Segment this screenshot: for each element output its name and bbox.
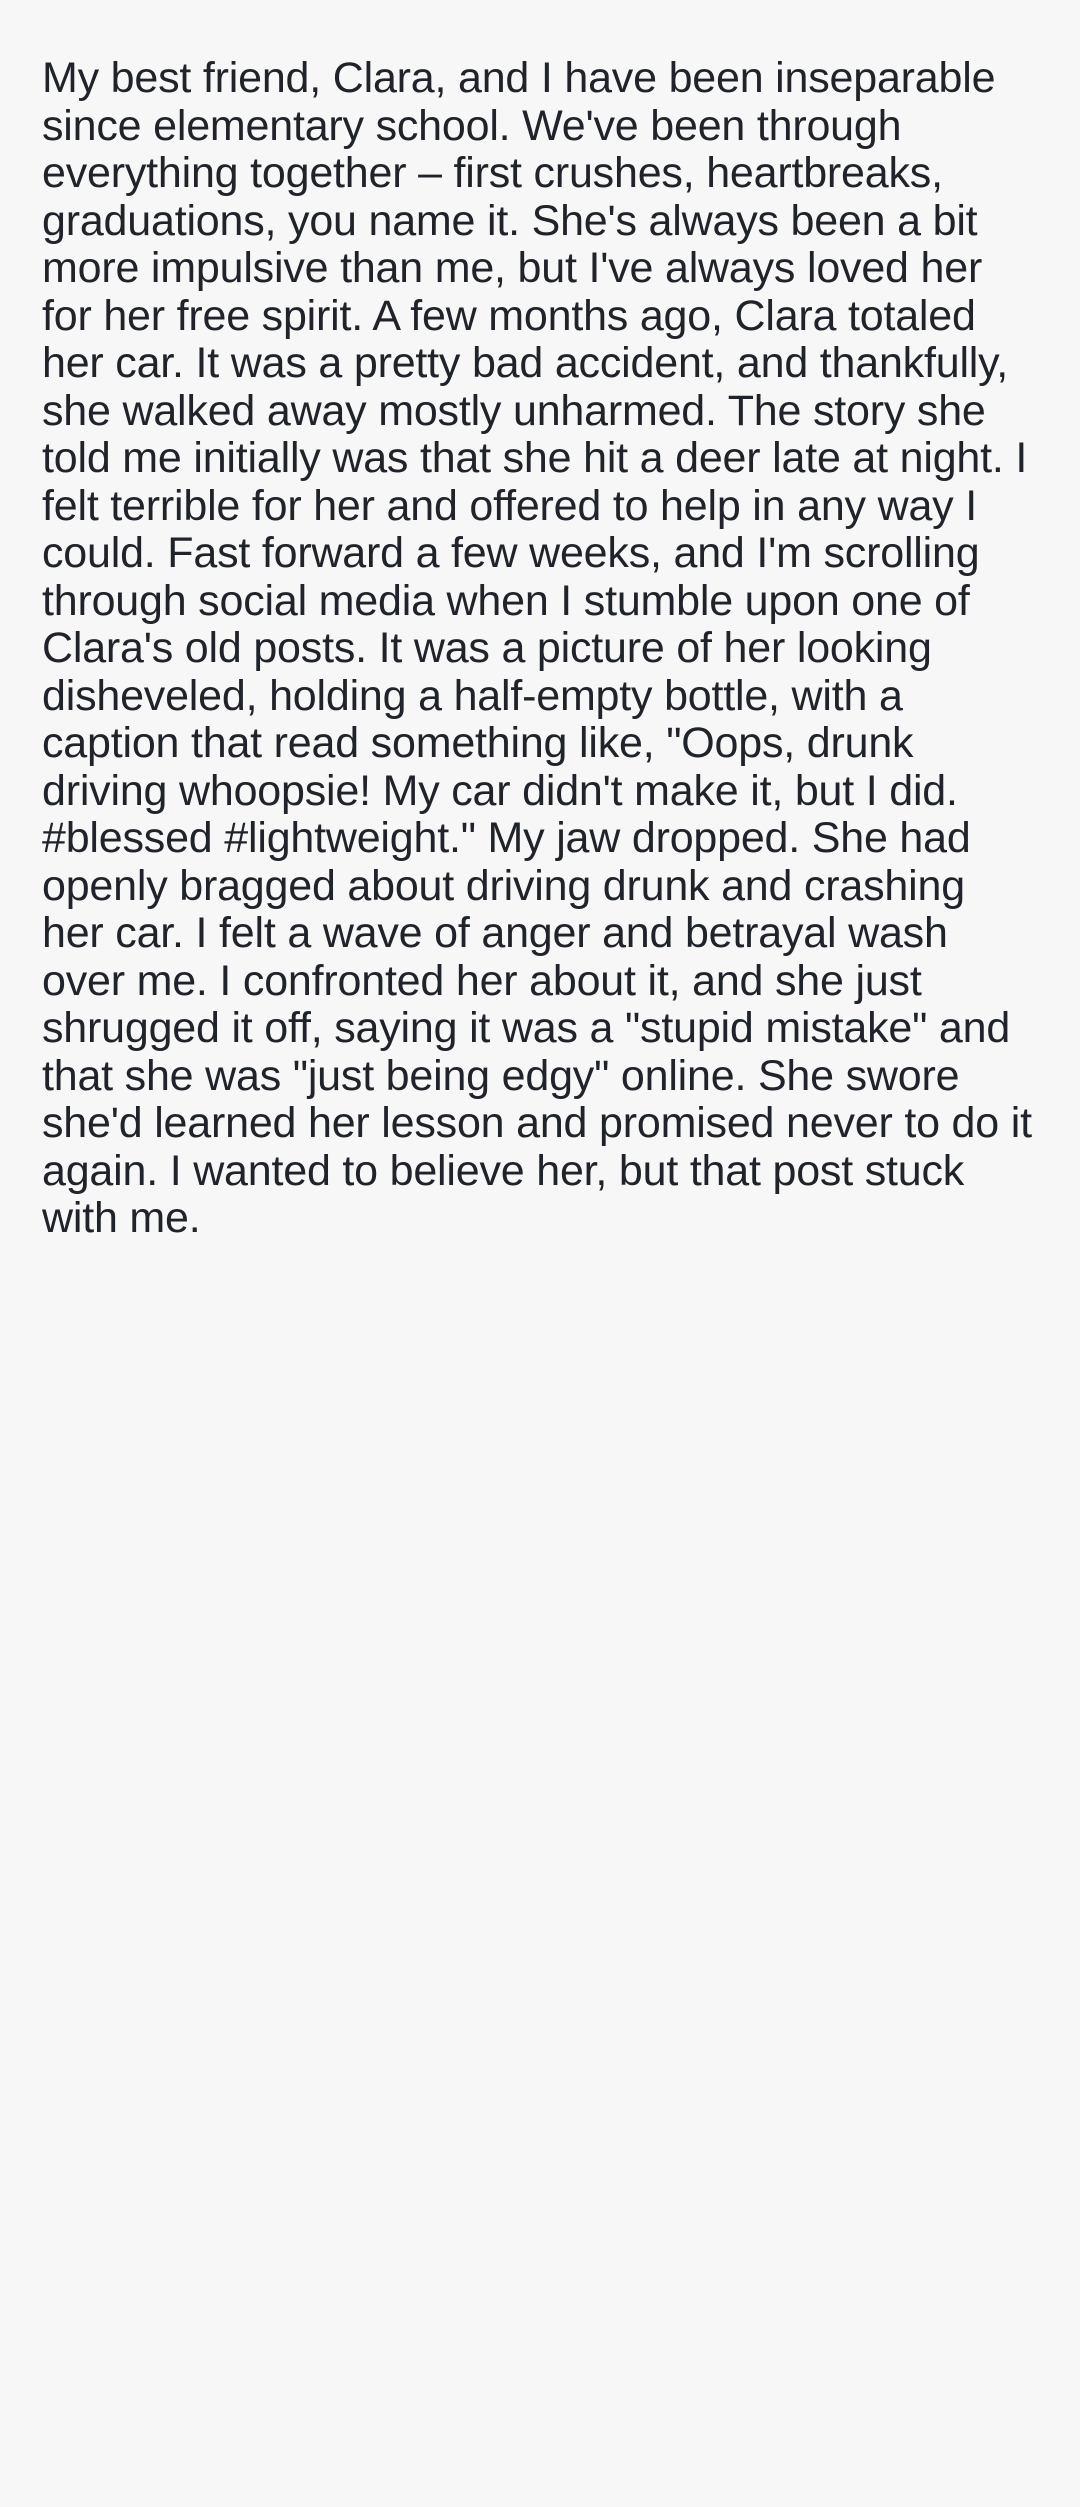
story-body-text: My best friend, Clara, and I have been inseparable since elementary school. We've been through everything together – first crushes, heartbreaks, graduations, you name it. She's always been a bit more impulsive than me, but I've always loved her for her free spirit. A few months ago, Clara totaled her car. It was a pretty bad accident, and thankfully, she walked away mostly unharmed. The story she told me initially was that she hit a deer late at night. I felt terrible for her and offered to help in any way I could. Fast forward a few weeks, and I'm scrolling through social media when I stumble upon one of Clara's old posts. It was a picture of her looking disheveled, holding a half-empty bottle, with a caption that read something like, "Oops, drunk driving whoopsie! My car didn't make it, but I did. #blessed #lightweight." My jaw dropped. She had openly bragged about driving drunk and crashing her car. I felt a wave of anger and betrayal wash over me. I confronted her about it, and she just shrugged it off, saying it was a "stupid mistake" and that she was "just being edgy" online. She swore she'd learned her lesson and promised never to do it again. I wanted to believe her, but that post stuck with me.	[42, 54, 1044, 1242]
